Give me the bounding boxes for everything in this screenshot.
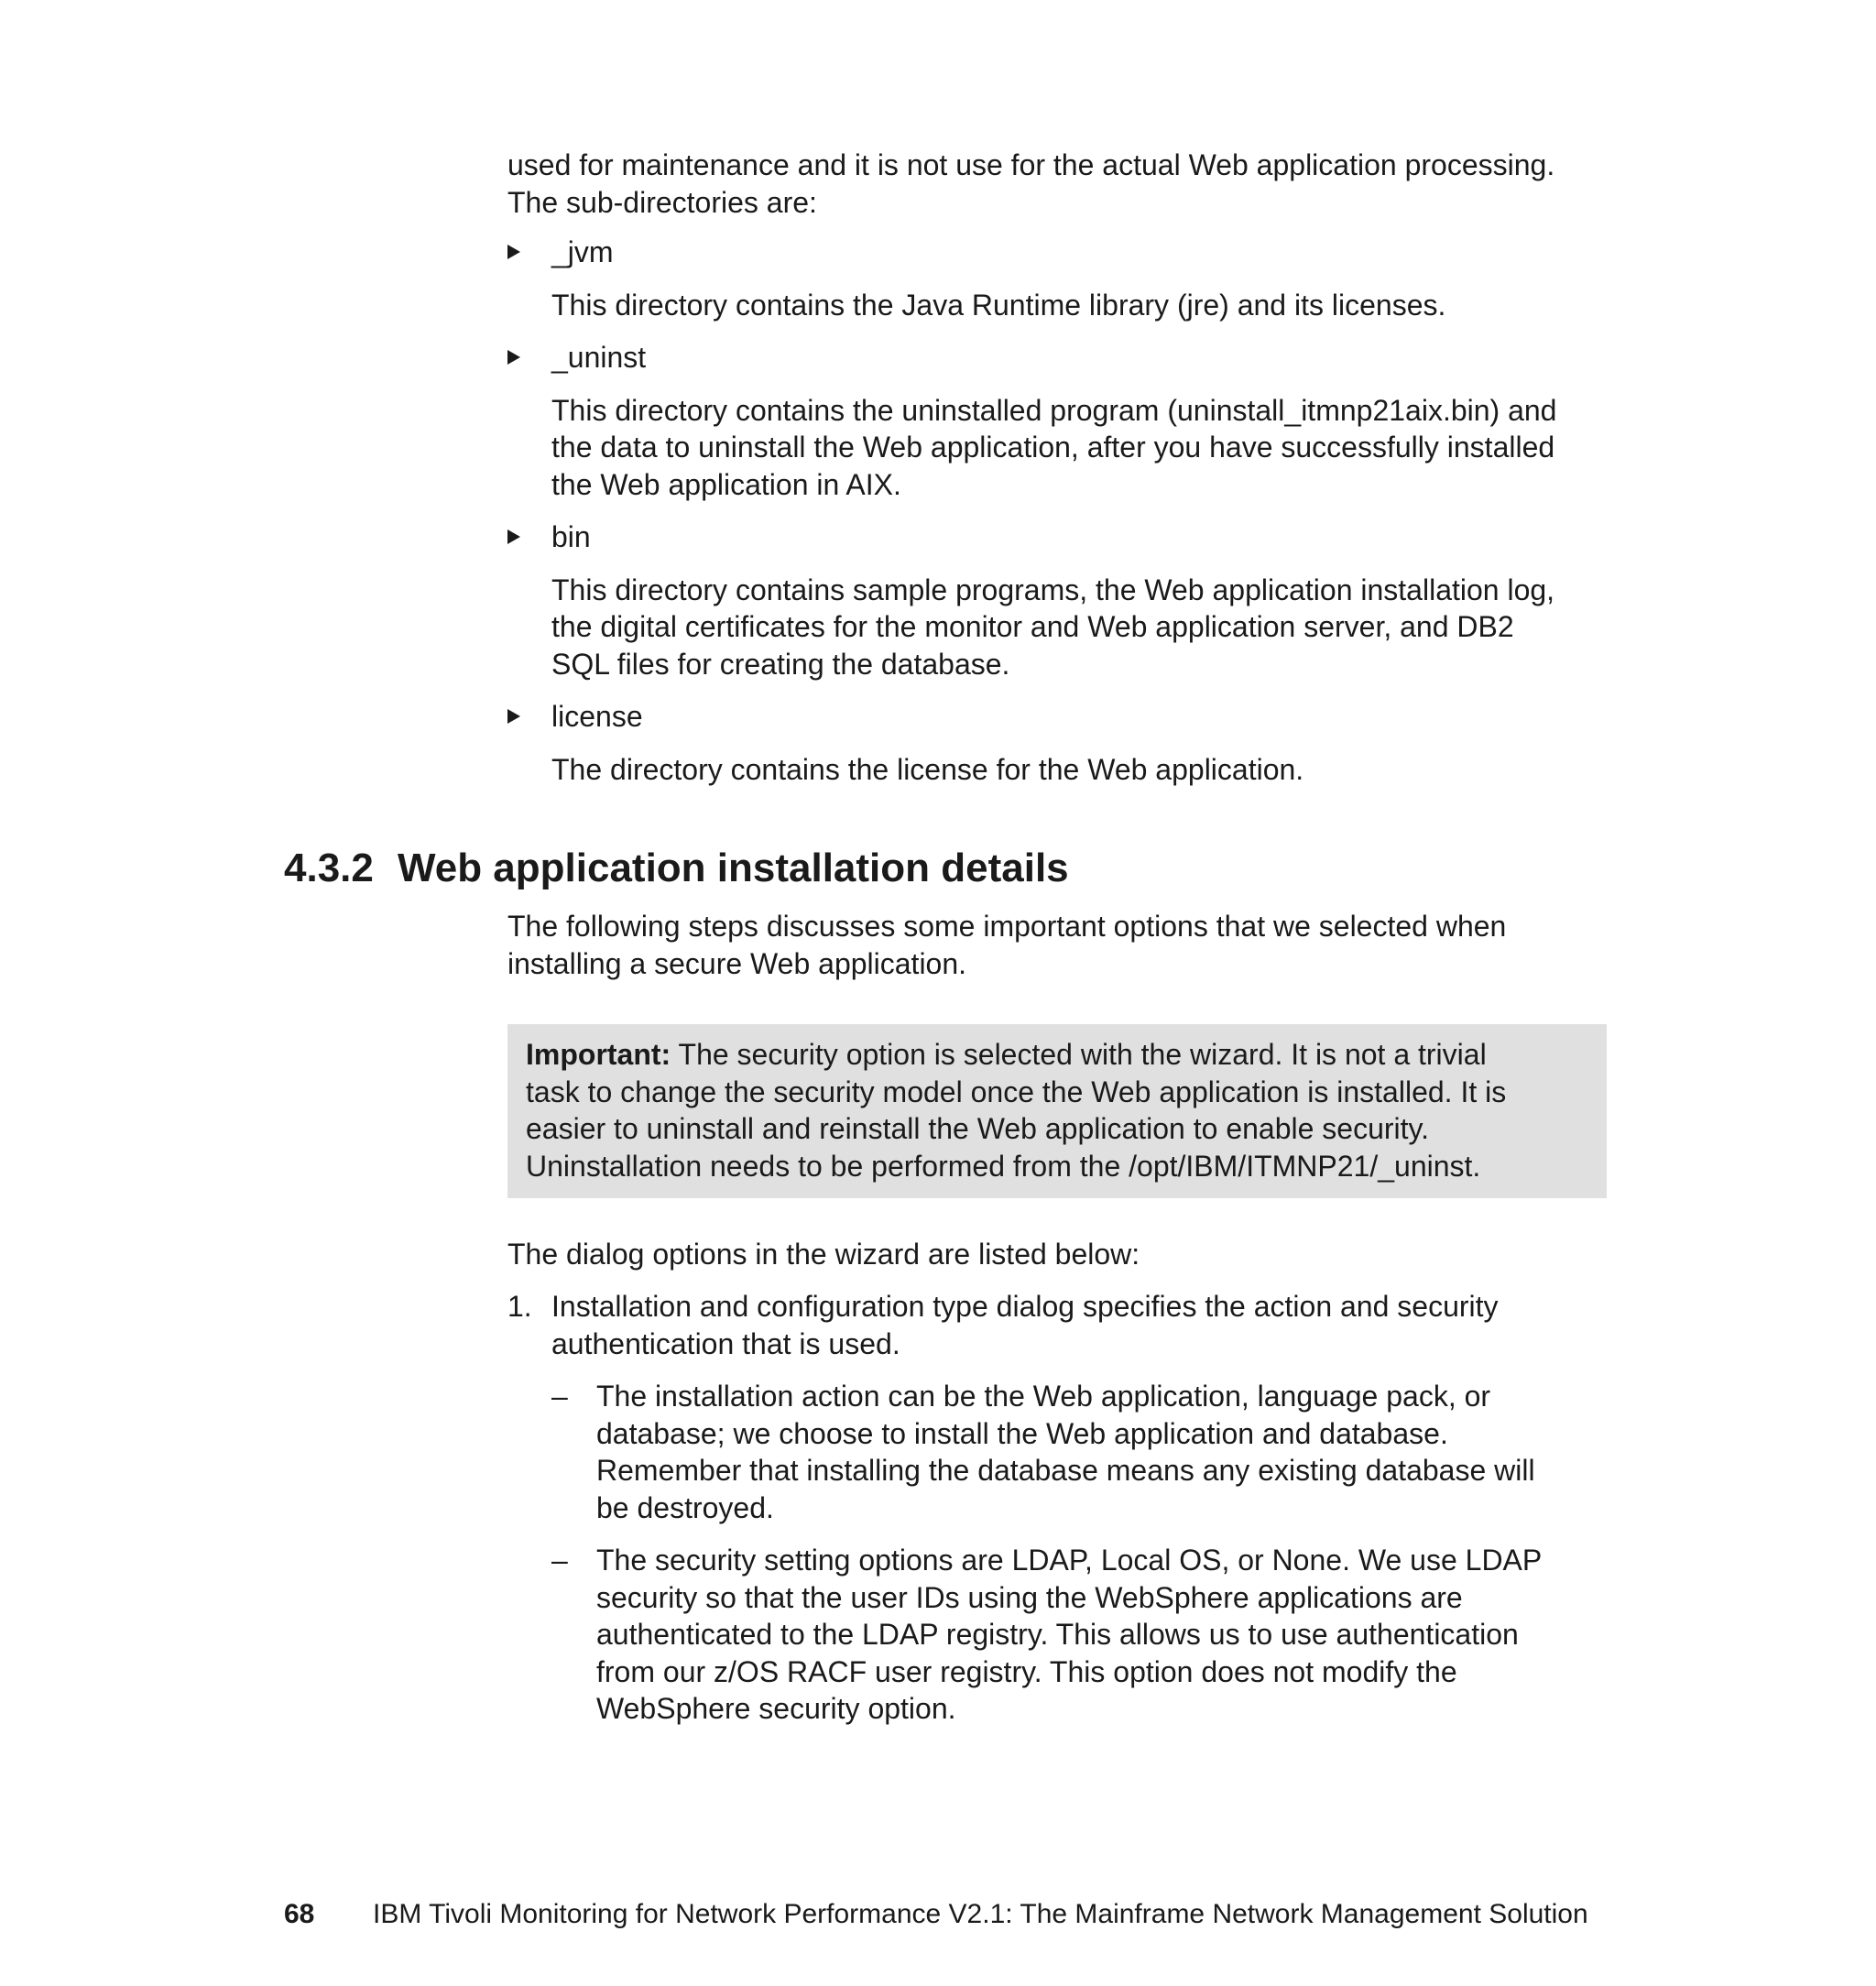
directory-name: bin: [551, 520, 591, 553]
note-line: [526, 1036, 1588, 1074]
sub-item-line: from our z/OS RACF user registry. This option does not modify the: [596, 1654, 1457, 1688]
description-line: This directory contains sample programs, the Web application installation log,: [551, 573, 1555, 606]
note-label: Important:: [526, 1038, 671, 1071]
description-line: This directory contains the Java Runtime library (jre) and its licenses.: [551, 288, 1446, 322]
book-title: IBM Tivoli Monitoring for Network Performance V2.1: The Mainframe Network Management Solution: [373, 1899, 1588, 1929]
list-item: [507, 698, 1607, 788]
sub-item-line: The security setting options are LDAP, Local OS, or None. We use LDAP: [596, 1544, 1543, 1577]
sub-list-item: [551, 1378, 1607, 1526]
description-line: the data to uninstall the Web application, after you have successfully installed: [551, 431, 1555, 464]
directory-name: _jvm: [551, 235, 614, 268]
description-line: This directory contains the uninstalled program (uninstall_itmnp21aix.bin) and: [551, 393, 1557, 427]
important-note: [507, 1024, 1607, 1198]
list-item: [507, 339, 1607, 503]
sub-item-line: WebSphere security option.: [596, 1692, 956, 1725]
intro-line: The sub-directories are:: [507, 185, 817, 219]
directory-description: [551, 287, 1607, 324]
sub-item-line: security so that the user IDs using the WebSphere applications are: [596, 1580, 1463, 1614]
steps-intro-paragraph: [507, 908, 1607, 982]
directory-name: _uninst: [551, 341, 647, 374]
triangle-bullet-icon: [507, 350, 520, 365]
note-line: Uninstallation needs to be performed from the /opt/IBM/ITMNP21/_uninst.: [526, 1149, 1481, 1183]
triangle-bullet-icon: [507, 709, 520, 724]
page-number: 68: [284, 1899, 315, 1929]
sub-item-line: authenticated to the LDAP registry. This allows us to use authentication: [596, 1618, 1519, 1651]
list-number: 1.: [507, 1290, 532, 1323]
sub-item-line: Remember that installing the database means any existing database will: [596, 1454, 1535, 1487]
sub-list: [551, 1378, 1607, 1728]
directory-description: [551, 392, 1607, 504]
directory-description: [551, 751, 1607, 789]
intro-paragraph: [507, 147, 1607, 221]
note-text: The security option is selected with the wizard. It is not a trivial: [671, 1038, 1487, 1071]
intro-line: used for maintenance and it is not use for the actual Web application processing.: [507, 148, 1555, 181]
section-heading: [284, 841, 1069, 896]
dash-bullet: –: [551, 1380, 568, 1413]
page-footer: [284, 1896, 1658, 1933]
note-line: easier to uninstall and reinstall the Web application to enable security.: [526, 1112, 1430, 1145]
list-item: [507, 518, 1607, 682]
sub-item-line: be destroyed.: [596, 1490, 774, 1524]
description-line: The directory contains the license for the Web application.: [551, 752, 1304, 786]
triangle-bullet-icon: [507, 529, 520, 544]
paragraph-line: installing a secure Web application.: [507, 946, 967, 980]
directory-description: [551, 572, 1607, 683]
subdirectory-list: [507, 234, 1607, 803]
note-line: task to change the security model once the Web application is installed. It is: [526, 1075, 1507, 1108]
paragraph-line: The dialog options in the wizard are listed below:: [507, 1238, 1140, 1271]
numbered-list-item: [507, 1288, 1607, 1728]
dash-bullet: –: [551, 1544, 568, 1577]
sub-list-item: [551, 1542, 1607, 1728]
dialog-intro-paragraph: [507, 1236, 1607, 1273]
numbered-list: [507, 1288, 1607, 1743]
section-title: Web application installation details: [398, 846, 1069, 890]
description-line: the Web application in AIX.: [551, 467, 901, 501]
sub-item-line: The installation action can be the Web application, language pack, or: [596, 1380, 1491, 1413]
description-line: SQL files for creating the database.: [551, 647, 1010, 681]
paragraph-line: The following steps discusses some important options that we selected when: [507, 910, 1507, 943]
description-line: the digital certificates for the monitor and Web application server, and DB2: [551, 610, 1514, 643]
section-number: 4.3.2: [284, 846, 374, 890]
directory-name: license: [551, 700, 643, 733]
list-item: [507, 234, 1607, 323]
triangle-bullet-icon: [507, 245, 520, 259]
sub-item-line: database; we choose to install the Web application and database.: [596, 1416, 1448, 1450]
item-line: authentication that is used.: [551, 1326, 900, 1360]
item-line: Installation and configuration type dialog specifies the action and security: [551, 1290, 1499, 1323]
